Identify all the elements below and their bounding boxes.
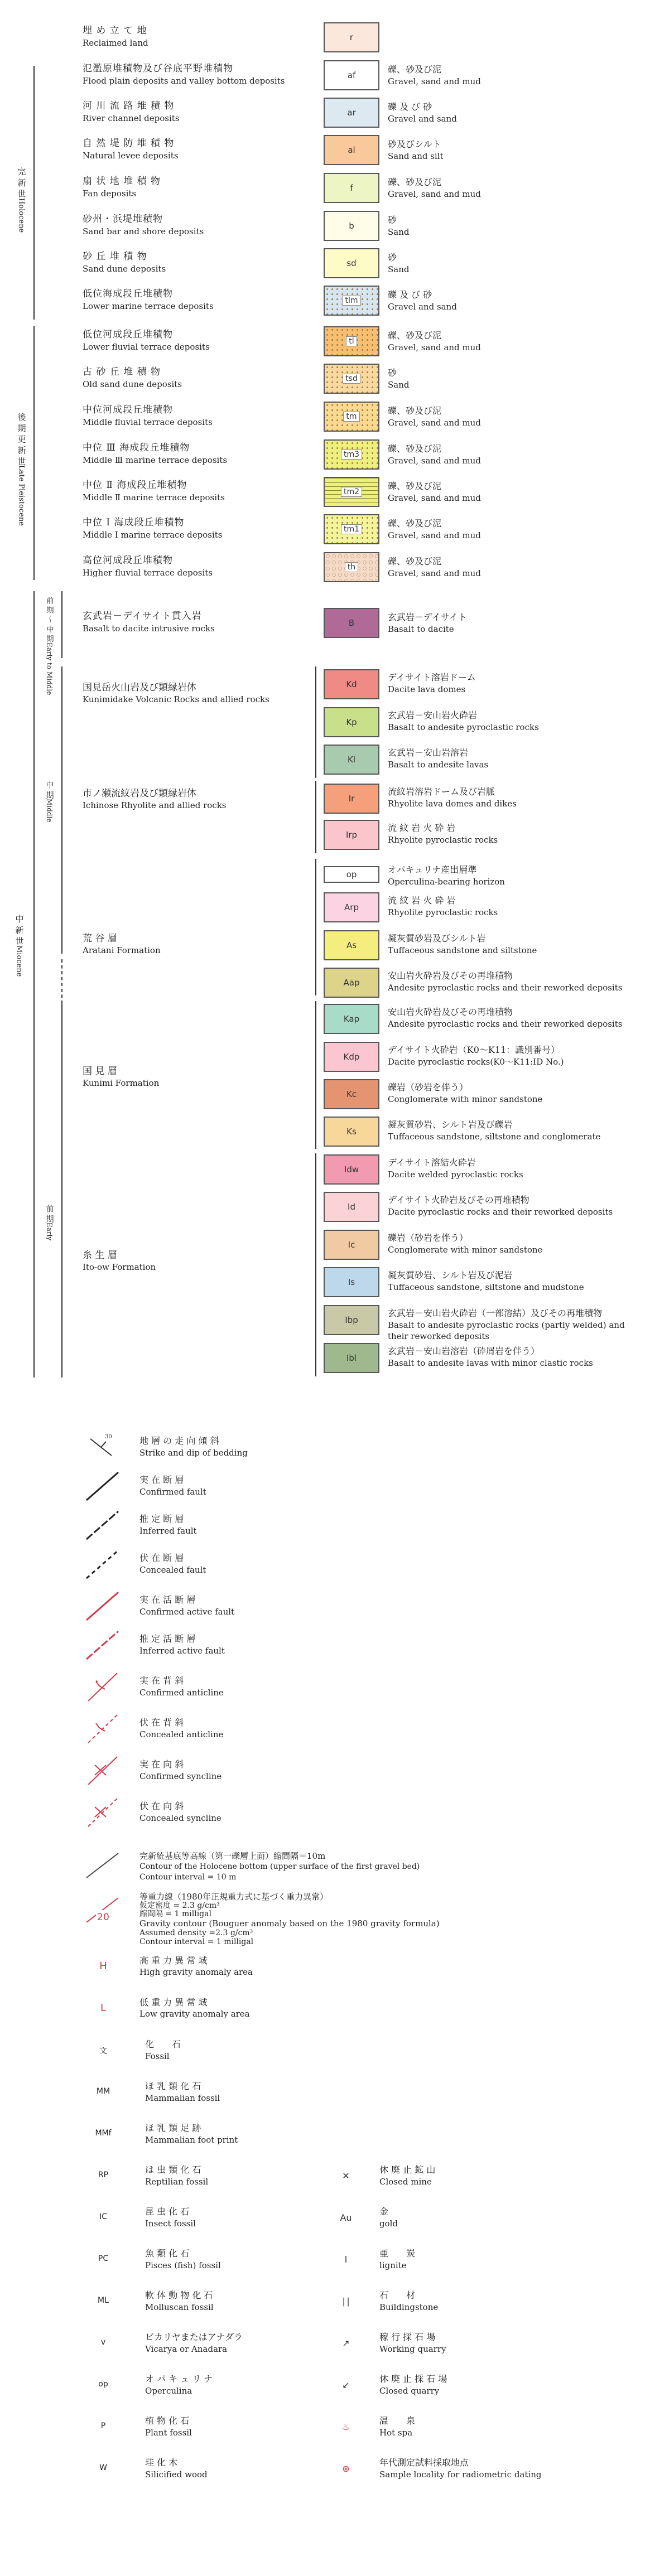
unit-code: As xyxy=(346,940,357,950)
unit-lithology-jp: 砂 xyxy=(388,252,397,263)
fossil-name-en: Pisces (fish) fossil xyxy=(145,2260,221,2270)
unit-swatch xyxy=(324,784,379,814)
unit-swatch xyxy=(324,552,379,582)
middle-bracket xyxy=(61,666,62,954)
unit-lithology-jp: 安山岩火砕岩及びその再堆積物 xyxy=(388,970,513,981)
unit-lithology-jp: 礫、砂及び泥 xyxy=(388,177,442,187)
early-middle-label: 前 期 ～ 中 期 Early to Middle xyxy=(45,597,54,695)
symbol-name-en: Inferred fault xyxy=(139,1526,197,1536)
fossil-name-jp: オ パ キ ュ リ ナ xyxy=(145,2374,213,2384)
unit-lithology-en: Gravel, sand and mud xyxy=(388,342,481,352)
unit-lithology-en: Dacite pyroclastic rocks and their reworked deposits xyxy=(388,1207,613,1217)
contour-text: 完新統基底等高線（第一礫層上面）縮間隔＝10m Contour of the Holocene bottom (upper surface of the first gravel bed) Contour interval = 10 m xyxy=(139,1851,420,1882)
fossil-name-en: Molluscan fossil xyxy=(145,2302,214,2312)
unit-name-en: Flood plain deposits and valley bottom deposits xyxy=(83,76,285,86)
unit-name-en: Old sand dune deposits xyxy=(83,379,182,389)
symbol-name-en: Confirmed fault xyxy=(139,1487,206,1497)
unit-lithology-jp: 凝灰質砂岩、シルト岩及び泥岩 xyxy=(388,1270,513,1280)
symbol-name-en: Concealed syncline xyxy=(139,1813,222,1823)
unit-lithology-jp: 礫 及 び 砂 xyxy=(388,289,432,300)
symbol-name-jp: 実 在 活 断 層 xyxy=(139,1594,196,1605)
symbol-name-en: Concealed fault xyxy=(139,1565,206,1575)
unit-code: B xyxy=(348,618,355,628)
fossil-name-jp: ビカリヤまたはアナダラ xyxy=(145,2332,243,2342)
miocene-label: 中 新 世 Miocene xyxy=(14,915,25,977)
unit-lithology-en: Sand and silt xyxy=(388,151,444,161)
formation-aratani: 荒 谷 層 Aratani Formation xyxy=(83,933,161,955)
unit-code: Ir xyxy=(348,794,355,804)
unit-lithology-jp: 砂 xyxy=(388,215,397,225)
unit-lithology-en: Sand xyxy=(388,380,410,390)
unit-name-jp: 低位海成段丘堆積物 xyxy=(83,288,173,299)
formation-kunimidake: 国見岳火山岩及び類縁岩体 Kunimidake Volcanic Rocks and allied rocks xyxy=(83,682,269,704)
kunimi-bracket xyxy=(315,1001,316,1149)
unit-swatch xyxy=(324,930,379,960)
fossil-mark-icon: MMf xyxy=(95,2129,112,2138)
unit-lithology-jp: デイサイト火砕岩及びその再堆積物 xyxy=(388,1195,529,1205)
unit-name-jp: 自 然 堤 防 堆 積 物 xyxy=(83,138,175,149)
fossil-name-en: Reptilian fossil xyxy=(145,2177,209,2187)
unit-swatch xyxy=(324,22,379,52)
unit-swatch xyxy=(324,1230,379,1260)
mine-name-en: lignite xyxy=(379,2260,407,2270)
unit-code: Idw xyxy=(344,1164,359,1175)
unit-name-en: Middle Ⅱ marine terrace deposits xyxy=(83,492,225,502)
symbol-name-en: Confirmed anticline xyxy=(139,1688,224,1698)
fossil-mark-icon: MM xyxy=(96,2087,110,2096)
symbol-name-en: Confirmed syncline xyxy=(139,1771,222,1781)
unit-code: tlm xyxy=(342,296,360,306)
inferred-active-fault-icon xyxy=(84,1628,123,1662)
unit-code: b xyxy=(349,221,354,231)
unit-name-jp: 砂州・浜堤堆積物 xyxy=(83,214,163,225)
unit-swatch xyxy=(324,439,379,470)
unit-lithology-jp: 礫、砂及び泥 xyxy=(388,405,442,416)
unit-lithology-en: Gravel, sand and mud xyxy=(388,493,481,503)
miocene-bracket xyxy=(33,591,35,1378)
unit-lithology-en: Gravel, sand and mud xyxy=(388,189,481,199)
unit-name-en: Middle fluvial terrace deposits xyxy=(83,417,213,427)
unit-code: Irp xyxy=(345,830,358,840)
early-middle-bracket xyxy=(61,591,62,658)
unit-lithology-jp: デイサイト溶結火砕岩 xyxy=(388,1157,476,1168)
fossil-name-jp: 珪 化 木 xyxy=(145,2457,178,2468)
unit-lithology-en: Basalt to andesite lavas with minor clastic rocks xyxy=(388,1358,593,1368)
low-anomaly-icon: L xyxy=(100,2002,107,2014)
unit-code: th xyxy=(345,562,358,572)
unit-code: Aap xyxy=(343,978,360,988)
unit-lithology-jp: 安山岩火砕岩及びその再堆積物 xyxy=(388,1007,513,1017)
unit-lithology-en: Basalt to andesite pyroclastic rocks xyxy=(388,722,539,732)
mine-name-en: Closed quarry xyxy=(379,2386,440,2396)
unit-code: Ibl xyxy=(346,1353,357,1363)
unit-lithology-jp: デイサイト溶岩ドーム xyxy=(388,672,476,683)
inferred-fault-icon xyxy=(84,1509,123,1542)
unit-lithology-jp: 凝灰質砂岩及びシルト岩 xyxy=(388,933,486,944)
unit-lithology-en: Gravel, sand and mud xyxy=(388,418,481,428)
unit-lithology-jp: 礫岩（砂岩を伴う） xyxy=(388,1082,469,1093)
unit-code: r xyxy=(349,32,354,42)
formation-kunimi: 国 見 層 Kunimi Formation xyxy=(83,1066,160,1088)
ichinose-bracket xyxy=(315,781,316,853)
unit-name-jp: 砂 丘 堆 積 物 xyxy=(83,251,147,262)
unit-name-en: Middle Ⅰ marine terrace deposits xyxy=(83,530,223,540)
unit-swatch xyxy=(324,60,379,90)
early-middle-dashed xyxy=(61,959,62,1004)
early-label: 前 期 Early xyxy=(45,1205,54,1241)
symbol-name-jp: 実 在 向 斜 xyxy=(139,1759,184,1770)
unit-swatch xyxy=(324,135,379,165)
holocene-label: 完 新 世 Holocene xyxy=(16,167,27,233)
unit-lithology-jp: 玄武岩－安山岩火砕岩 xyxy=(388,710,478,721)
symbol-name-en: Concealed anticline xyxy=(139,1729,224,1739)
unit-code: Kp xyxy=(346,717,357,727)
fossil-mark-icon: op xyxy=(98,2380,108,2389)
unit-swatch xyxy=(324,326,379,356)
unit-swatch xyxy=(324,286,379,316)
unit-swatch xyxy=(324,968,379,998)
mine-mark-icon: ⊗ xyxy=(342,2463,350,2474)
unit-name-en: Fan deposits xyxy=(83,189,137,199)
mine-name-jp: 金 xyxy=(379,2206,389,2217)
unit-code: Kd xyxy=(346,679,357,689)
unit-lithology-en: Conglomerate with minor sandstone xyxy=(388,1245,543,1255)
symbol-name-jp: 実 在 断 層 xyxy=(139,1475,184,1485)
unit-name-en: Reclaimed land xyxy=(83,38,148,48)
unit-name-jp: 埋 め 立 て 地 xyxy=(83,25,147,36)
formation-ichinose: 市ノ瀬流紋岩及び類縁岩体 Ichinose Rhyolite and allied rocks xyxy=(83,788,227,810)
unit-lithology-jp: オパキュリナ産出層準 xyxy=(388,864,477,875)
unit-lithology-jp: 玄武岩－デイサイト xyxy=(388,612,467,622)
symbol-name-en: Strike and dip of bedding xyxy=(139,1448,248,1458)
unit-name-en: River channel deposits xyxy=(83,113,180,123)
gravity-text: 等重力線（1980年正規重力式に基づく重力異常） 仮定密度 = 2.3 g/cm³ 縮間隔 = 1 milligal Gravity contour (Bouguer anomaly based on the 1980 gravity formula) Assumed density =2.3 g/cm³ Contour interval = 1 milligal xyxy=(139,1892,440,1946)
mine-name-jp: 年代測定試料採取地点 xyxy=(379,2457,469,2468)
unit-code: tm1 xyxy=(341,524,362,534)
unit-code: Kap xyxy=(343,1014,360,1024)
svg-text:30: 30 xyxy=(105,1434,112,1440)
unit-lithology-en: Gravel, sand and mud xyxy=(388,76,481,86)
unit-code: ar xyxy=(347,108,356,118)
unit-name-jp: 中位河成段丘堆積物 xyxy=(83,404,173,415)
symbol-name-jp: 地 層 の 走 向 傾 斜 xyxy=(139,1436,219,1446)
unit-lithology-jp: 礫、砂及び泥 xyxy=(388,556,442,567)
pleistocene-bracket xyxy=(33,326,35,580)
unit-lithology-en: Sand xyxy=(388,227,410,237)
fossil-name-jp: 化 石 xyxy=(145,2039,181,2050)
fossil-mark-icon: ML xyxy=(98,2296,109,2305)
unit-lithology-en: Rhyolite pyroclastic rocks xyxy=(388,835,498,845)
symbol-name-jp: 伏 在 向 斜 xyxy=(139,1801,184,1811)
high-anomaly-icon: H xyxy=(99,1960,107,1972)
unit-name-jp: 低位河成段丘堆積物 xyxy=(83,329,173,340)
unit-lithology-jp: 玄武岩－安山岩火砕岩（一部溶結）及びその再堆積物 xyxy=(388,1308,603,1318)
unit-lithology-jp: デイサイト火砕岩（K0～K11：識別番号） xyxy=(388,1045,560,1055)
unit-lithology-jp: 玄武岩－安山岩溶岩 xyxy=(388,747,469,758)
unit-lithology-en: Basalt to andesite pyroclastic rocks (partly welded) and their reworked deposits xyxy=(388,1320,625,1341)
unit-lithology-en: Tuffaceous sandstone and siltstone xyxy=(388,945,537,955)
unit-lithology-en: Gravel, sand and mud xyxy=(388,568,481,578)
mine-name-jp: 稼 行 採 石 場 xyxy=(379,2332,436,2342)
symbol-name-jp: 実 在 背 斜 xyxy=(139,1675,184,1686)
unit-lithology-en: Dacite pyroclastic rocks(K0～K11:ID No.) xyxy=(388,1057,564,1067)
unit-lithology-en: Gravel, sand and mud xyxy=(388,530,481,540)
unit-code: tm3 xyxy=(341,450,362,460)
kunimidake-bracket xyxy=(315,666,316,778)
unit-name-en: Basalt to dacite intrusive rocks xyxy=(83,624,215,634)
unit-name-jp: 古 砂 丘 堆 積 物 xyxy=(83,366,161,378)
fossil-name-en: Vicarya or Anadara xyxy=(145,2344,228,2354)
concealed-fault-icon xyxy=(84,1548,123,1581)
concealed-syncline-icon xyxy=(84,1796,123,1829)
mine-name-jp: 休 廃 止 採 石 場 xyxy=(379,2374,447,2384)
unit-code: Ic xyxy=(348,1240,355,1250)
unit-code: tm2 xyxy=(341,487,362,497)
aratani-bracket xyxy=(315,859,316,995)
fossil-mark-icon: 文 xyxy=(99,2047,107,2056)
unit-code: tl xyxy=(346,336,357,346)
unit-lithology-en: Operculina-bearing horizon xyxy=(388,877,505,887)
mine-name-en: gold xyxy=(379,2219,398,2229)
unit-lithology-jp: 礫、砂及び泥 xyxy=(388,518,442,529)
symbol-name-en: Inferred active fault xyxy=(139,1646,225,1656)
unit-name-en: Sand dune deposits xyxy=(83,264,166,274)
unit-lithology-jp: 礫、砂及び泥 xyxy=(388,443,442,454)
symbol-name-jp: 伏 在 背 斜 xyxy=(139,1717,184,1728)
fossil-name-jp: 植 物 化 石 xyxy=(145,2415,190,2426)
mine-mark-icon: Au xyxy=(340,2212,352,2223)
holocene-contour-icon xyxy=(84,1849,123,1882)
unit-swatch xyxy=(324,866,379,883)
unit-lithology-jp: 礫、砂及び泥 xyxy=(388,330,442,341)
unit-swatch xyxy=(324,1343,379,1373)
unit-name-jp: 中位 Ⅲ 海成段丘堆積物 xyxy=(83,442,190,453)
itoow-bracket xyxy=(315,1153,316,1376)
unit-name-jp: 河 川 流 路 堆 積 物 xyxy=(83,100,175,112)
mine-mark-icon: ↙ xyxy=(342,2380,350,2390)
unit-lithology-en: Andesite pyroclastic rocks and their reworked deposits xyxy=(388,983,623,993)
mine-name-en: Sample locality for radiometric dating xyxy=(379,2469,542,2480)
unit-lithology-jp: 流紋岩溶岩ドーム及び岩脈 xyxy=(388,786,495,797)
confirmed-anticline-icon xyxy=(84,1670,123,1704)
fossil-name-jp: は 虫 類 化 石 xyxy=(145,2164,201,2175)
fossil-mark-icon: P xyxy=(100,2422,106,2430)
fossil-name-en: Plant fossil xyxy=(145,2428,192,2438)
confirmed-fault-icon xyxy=(84,1470,123,1503)
unit-lithology-en: Basalt to dacite xyxy=(388,624,454,634)
unit-lithology-jp: 玄武岩－安山岩溶岩（砕屑岩を伴う） xyxy=(388,1346,540,1356)
mine-mark-icon: l xyxy=(344,2254,348,2265)
unit-swatch xyxy=(324,1117,379,1147)
mine-name-jp: 石 材 xyxy=(379,2290,416,2300)
unit-swatch xyxy=(324,1004,379,1034)
unit-swatch xyxy=(324,1154,379,1185)
unit-lithology-en: Conglomerate with minor sandstone xyxy=(388,1094,543,1104)
unit-swatch xyxy=(324,1042,379,1072)
symbol-name-jp: 推 定 断 層 xyxy=(139,1514,184,1524)
unit-lithology-jp: 凝灰質砂岩、シルト岩及び礫岩 xyxy=(388,1119,513,1130)
unit-code: tsd xyxy=(343,374,360,384)
unit-name-en: Lower marine terrace deposits xyxy=(83,301,214,311)
mine-mark-icon: ↗ xyxy=(342,2338,350,2348)
unit-lithology-en: Rhyolite pyroclastic rocks xyxy=(388,907,498,917)
unit-name-en: Middle Ⅲ marine terrace deposits xyxy=(83,455,228,465)
unit-code: Kl xyxy=(347,755,355,765)
unit-code: Arp xyxy=(344,902,359,912)
unit-lithology-en: Sand xyxy=(388,264,410,274)
fossil-name-en: Fossil xyxy=(145,2051,170,2061)
unit-lithology-en: Rhyolite lava domes and dikes xyxy=(388,799,517,809)
mine-name-jp: 休 廃 止 鉱 山 xyxy=(379,2164,436,2175)
unit-name-en: Natural levee deposits xyxy=(83,151,179,161)
unit-lithology-jp: 砂 xyxy=(388,368,397,378)
fossil-name-jp: ほ 乳 類 化 石 xyxy=(145,2081,201,2091)
unit-code: Id xyxy=(348,1202,355,1212)
unit-code: al xyxy=(348,145,355,155)
unit-name-jp: 扇 状 地 堆 積 物 xyxy=(83,176,161,187)
unit-lithology-jp: 砂及びシルト xyxy=(388,139,441,149)
unit-lithology-en: Gravel and sand xyxy=(388,114,457,124)
unit-lithology-jp: 流 紋 岩 火 砕 岩 xyxy=(388,823,456,833)
unit-lithology-en: Dacite lava domes xyxy=(388,684,466,694)
fossil-name-jp: 昆 虫 化 石 xyxy=(145,2206,190,2217)
unit-swatch xyxy=(324,402,379,432)
unit-swatch xyxy=(324,820,379,850)
mine-name-en: Hot spa xyxy=(379,2428,413,2438)
unit-name-jp: 中位 Ⅰ 海成段丘堆積物 xyxy=(83,517,185,528)
fossil-mark-icon: PC xyxy=(98,2254,109,2263)
fossil-mark-icon: IC xyxy=(99,2212,107,2221)
strike-dip-icon xyxy=(84,1430,123,1464)
unit-lithology-jp: 流 紋 岩 火 砕 岩 xyxy=(388,895,456,906)
unit-swatch xyxy=(324,1079,379,1109)
unit-swatch xyxy=(324,745,379,775)
mine-name-jp: 温 泉 xyxy=(379,2415,416,2426)
unit-lithology-jp: 礫岩（砂岩を伴う） xyxy=(388,1233,469,1243)
unit-lithology-jp: 礫 及 び 砂 xyxy=(388,102,432,112)
unit-swatch xyxy=(324,98,379,128)
unit-lithology-jp: 礫、砂及び泥 xyxy=(388,481,442,491)
unit-swatch xyxy=(324,248,379,278)
unit-lithology-en: Andesite pyroclastic rocks and their reworked deposits xyxy=(388,1019,623,1029)
unit-swatch xyxy=(324,514,379,544)
unit-lithology-en: Gravel, sand and mud xyxy=(388,456,481,466)
fossil-name-en: Mammalian fossil xyxy=(145,2093,220,2103)
unit-code: op xyxy=(346,869,357,879)
unit-swatch xyxy=(324,173,379,203)
symbol-name-jp: 推 定 活 断 層 xyxy=(139,1633,196,1644)
mine-name-jp: 亜 炭 xyxy=(379,2248,416,2259)
pleistocene-label: 後 期 更 新 世 Late Pleistocene xyxy=(16,413,27,526)
unit-name-jp: 高位河成段丘堆積物 xyxy=(83,555,173,566)
fossil-name-en: Insect fossil xyxy=(145,2219,196,2229)
concealed-anticline-icon xyxy=(84,1712,123,1746)
confirmed-syncline-icon xyxy=(84,1754,123,1787)
unit-name-en: Sand bar and shore deposits xyxy=(83,226,204,236)
mine-name-en: Working quarry xyxy=(379,2344,446,2354)
fossil-name-en: Mammalian foot print xyxy=(145,2135,238,2145)
formation-itoow: 糸 生 層 Ito-ow Formation xyxy=(83,1250,156,1272)
fossil-mark-icon: W xyxy=(99,2463,107,2472)
unit-code: Kc xyxy=(346,1089,357,1099)
mine-name-en: Closed mine xyxy=(379,2177,432,2187)
unit-lithology-en: Tuffaceous sandstone, siltstone and conglomerate xyxy=(388,1132,601,1142)
high-anomaly-text: 高 重 力 異 常 域 High gravity anomaly area xyxy=(139,1955,253,1977)
fossil-name-jp: 軟 体 動 物 化 石 xyxy=(145,2290,213,2300)
unit-lithology-en: Dacite welded pyroclastic rocks xyxy=(388,1169,523,1180)
unit-code: f xyxy=(350,183,353,193)
mine-name-en: Buildingstone xyxy=(379,2302,439,2312)
unit-swatch xyxy=(324,477,379,507)
unit-code: sd xyxy=(346,258,357,268)
unit-name-jp: 氾濫原堆積物及び谷底平野堆積物 xyxy=(83,63,233,74)
unit-swatch xyxy=(324,211,379,241)
mine-mark-icon: ∣∣ xyxy=(341,2296,350,2307)
unit-name-jp: 中位 Ⅱ 海成段丘堆積物 xyxy=(83,480,187,491)
gravity-contour-label: 20 xyxy=(97,1912,109,1923)
holocene-bracket xyxy=(33,66,35,320)
fossil-mark-icon: v xyxy=(100,2338,106,2347)
fossil-name-en: Operculina xyxy=(145,2386,192,2396)
unit-swatch xyxy=(324,669,379,699)
unit-swatch xyxy=(324,892,379,922)
unit-name-en: Lower fluvial terrace deposits xyxy=(83,342,210,352)
unit-swatch xyxy=(324,1305,379,1335)
fossil-name-en: Silicified wood xyxy=(145,2469,208,2480)
unit-lithology-en: Gravel and sand xyxy=(388,302,457,312)
middle-label: 中 期 Middle xyxy=(45,781,54,823)
unit-swatch xyxy=(324,608,379,638)
low-anomaly-text: 低 重 力 異 常 域 Low gravity anomaly area xyxy=(139,1997,250,2019)
unit-name-jp: 玄武岩－デイサイト貫入岩 xyxy=(83,611,202,622)
unit-code: Ks xyxy=(346,1127,357,1137)
fossil-mark-icon: RP xyxy=(98,2171,109,2179)
symbol-name-en: Confirmed active fault xyxy=(139,1607,235,1617)
unit-swatch xyxy=(324,364,379,394)
confirmed-active-fault-icon xyxy=(84,1589,123,1623)
unit-swatch xyxy=(324,707,379,737)
mine-mark-icon: ♨ xyxy=(341,2422,350,2432)
symbol-name-jp: 伏 在 断 層 xyxy=(139,1553,184,1563)
unit-code: Ibp xyxy=(345,1315,358,1325)
fossil-name-jp: 魚 類 化 石 xyxy=(145,2248,190,2259)
unit-code: Is xyxy=(348,1277,355,1287)
unit-code: tm xyxy=(343,412,359,422)
mine-mark-icon: ✕ xyxy=(342,2171,350,2181)
unit-lithology-en: Tuffaceous sandstone, siltstone and mudstone xyxy=(388,1282,584,1292)
unit-swatch xyxy=(324,1267,379,1297)
unit-lithology-jp: 礫、砂及び泥 xyxy=(388,64,442,75)
unit-code: Kdp xyxy=(343,1052,360,1062)
early-bracket xyxy=(61,1004,62,1378)
unit-lithology-en: Basalt to andesite lavas xyxy=(388,760,489,770)
unit-name-en: Higher fluvial terrace deposits xyxy=(83,568,213,578)
unit-code: af xyxy=(347,70,356,80)
unit-swatch xyxy=(324,1192,379,1222)
fossil-name-jp: ほ 乳 類 足 跡 xyxy=(145,2123,201,2133)
